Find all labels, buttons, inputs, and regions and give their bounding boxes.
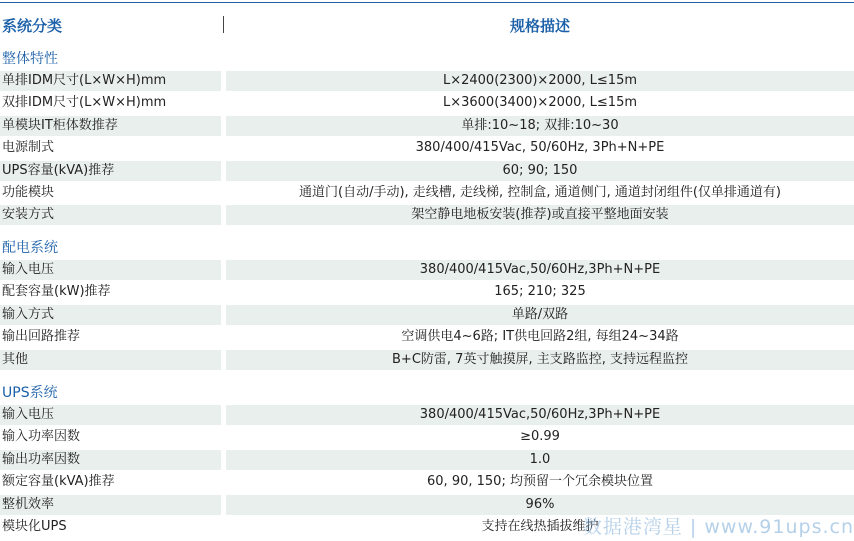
table-row — [0, 449, 854, 471]
section-title: 配电系统 — [2, 240, 58, 256]
table-row — [0, 160, 854, 182]
row-value: 380/400/415Vac,50/60Hz,3Ph+N+PE — [226, 260, 854, 280]
row-value: 165; 210; 325 — [494, 284, 586, 300]
table-row — [0, 326, 854, 348]
table-row — [0, 182, 854, 204]
row-label: 额定容量(kVA)推荐 — [2, 474, 115, 490]
row-label: 安装方式 — [0, 205, 221, 225]
row-label: 输入电压 — [0, 260, 221, 280]
row-label: 模块化UPS — [2, 518, 67, 534]
table-row — [0, 471, 854, 493]
row-label: 输入方式 — [0, 305, 221, 325]
section-title: UPS系统 — [2, 385, 58, 401]
row-label: 整机效率 — [0, 495, 221, 515]
table-row — [0, 349, 854, 371]
row-label: 其他 — [0, 350, 221, 370]
row-label: 单模块IT柜体数推荐 — [0, 116, 221, 136]
row-value: B+C防雷, 7英寸触摸屏, 主支路监控, 支持远程监控 — [226, 350, 854, 370]
row-label: 双排IDM尺寸(L×W×H)mm — [2, 95, 167, 111]
section-title: 整体特性 — [2, 51, 58, 67]
row-value: L×2400(2300)×2000, L≤15m — [226, 71, 854, 91]
row-value: L×3600(3400)×2000, L≤15m — [442, 95, 638, 111]
table-row — [0, 404, 854, 426]
row-value: 通道门(自动/手动), 走线槽, 走线梯, 控制盒, 通道侧门, 通道封闭组件(仅单排通道有) — [299, 184, 781, 200]
row-label: 输出回路推荐 — [2, 329, 81, 345]
row-label: 输入功率因数 — [2, 429, 81, 445]
row-label: 输出功率因数 — [0, 450, 221, 470]
section-overall — [0, 48, 854, 227]
header-category: 系统分类 — [2, 17, 63, 35]
row-label: 单排IDM尺寸(L×W×H)mm — [0, 71, 221, 91]
row-value: 96% — [226, 495, 854, 515]
table-row — [0, 137, 854, 159]
row-label: UPS容量(kVA)推荐 — [0, 161, 221, 181]
row-value: 单排:10~18; 双排:10~30 — [226, 116, 854, 136]
row-value: 支持在线热插拔维护 — [481, 518, 599, 534]
table-header — [0, 8, 854, 40]
section-power-distribution — [0, 237, 854, 371]
table-row — [0, 304, 854, 326]
row-value: 单路/双路 — [226, 305, 854, 325]
row-label: 电源制式 — [2, 140, 55, 156]
table-row — [0, 281, 854, 303]
header-separator — [223, 16, 224, 33]
table-row — [0, 92, 854, 114]
watermark: 数据港湾星 | www.91ups.cn — [582, 516, 854, 538]
row-value: 380/400/415Vac, 50/60Hz, 3Ph+N+PE — [415, 140, 665, 156]
row-value: 380/400/415Vac,50/60Hz,3Ph+N+PE — [226, 405, 854, 425]
table-row — [0, 204, 854, 226]
row-value: 60, 90, 150; 均预留一个冗余模块位置 — [427, 474, 653, 490]
row-value: 1.0 — [226, 450, 854, 470]
row-value: ≥0.99 — [520, 429, 560, 445]
top-rule — [0, 2, 854, 3]
row-value: 60; 90; 150 — [226, 161, 854, 181]
header-spec: 规格描述 — [509, 17, 570, 35]
table-row — [0, 259, 854, 281]
row-label: 功能模块 — [2, 184, 55, 200]
table-row — [0, 426, 854, 448]
row-label: 输入电压 — [0, 405, 221, 425]
row-label: 配套容量(kW)推荐 — [2, 284, 111, 300]
row-value: 架空静电地板安装(推荐)或直接平整地面安装 — [226, 205, 854, 225]
table-row — [0, 115, 854, 137]
row-value: 空调供电4~6路; IT供电回路2组, 每组24~34路 — [401, 329, 679, 345]
table-row — [0, 70, 854, 92]
